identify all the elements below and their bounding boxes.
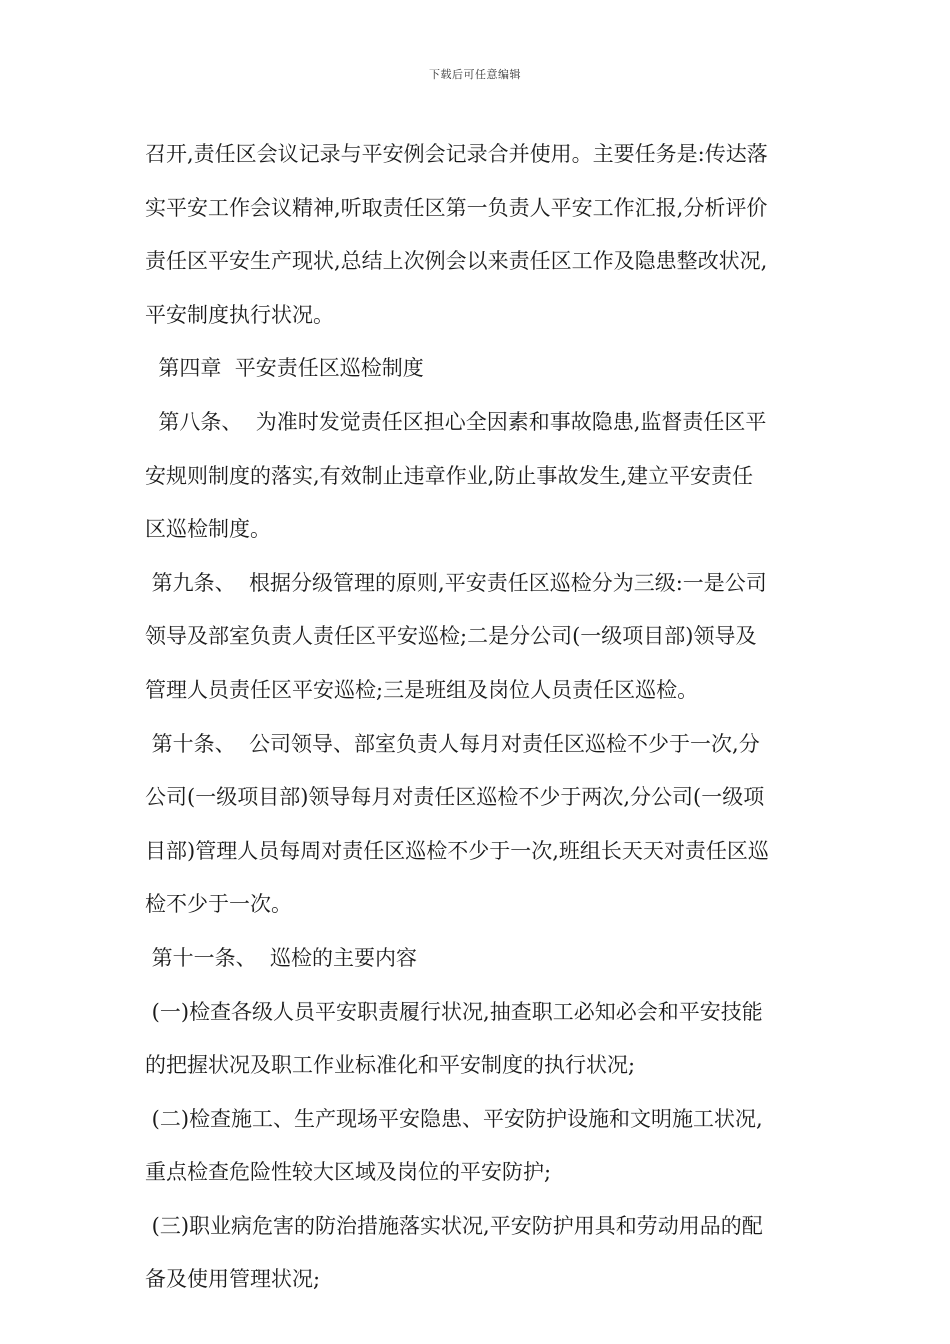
text-line: 区巡检制度。 bbox=[145, 517, 271, 542]
text-line: 责任区平安生产现状,总结上次例会以来责任区工作及隐患整改状况, bbox=[145, 249, 768, 274]
text-line: 公司(一级项目部)领导每月对责任区巡检不少于两次,分公司(一级项 bbox=[145, 785, 765, 810]
text-line: 检不少于一次。 bbox=[145, 892, 292, 917]
text-line: 的把握状况及职工作业标准化和平安制度的执行状况; bbox=[145, 1053, 636, 1078]
text-line: 平安制度执行状况。 bbox=[145, 302, 334, 327]
text-line: 管理人员责任区平安巡检;三是班组及岗位人员责任区巡检。 bbox=[145, 677, 699, 702]
text-line: 实平安工作会议精神,听取责任区第一负责人平安工作汇报,分析评价 bbox=[145, 195, 768, 220]
text-line: 领导及部室负责人责任区平安巡检;二是分公司(一级项目部)领导及 bbox=[145, 624, 757, 649]
page-header: 下载后可任意编辑 bbox=[429, 68, 521, 81]
list-item-3: (三)职业病危害的防治措施落实状况,平安防护用具和劳动用品的配 bbox=[145, 1213, 763, 1238]
article-10: 第十条、 公司领导、部室负责人每月对责任区巡检不少于一次,分 bbox=[145, 731, 760, 756]
text-line: 目部)管理人员每周对责任区巡检不少于一次,班组长天天对责任区巡 bbox=[145, 838, 769, 863]
text-line: 备及使用管理状况; bbox=[145, 1267, 321, 1292]
article-8: 第八条、 为准时发觉责任区担心全因素和事故隐患,监督责任区平 bbox=[145, 409, 767, 434]
text-line: 召开,责任区会议记录与平安例会记录合并使用。主要任务是:传达落 bbox=[145, 142, 768, 166]
text-line: 重点检查危险性较大区域及岗位的平安防护; bbox=[145, 1160, 552, 1185]
list-item-1: (一)检查各级人员平安职责履行状况,抽查职工必知必会和平安技能 bbox=[145, 999, 763, 1024]
document-body bbox=[145, 128, 815, 1307]
text-line: 安规则制度的落实,有效制止违章作业,防止事故发生,建立平安责任 bbox=[145, 463, 754, 488]
list-item-2: (二)检查施工、生产现场平安隐患、平安防护设施和文明施工状况, bbox=[145, 1106, 763, 1131]
chapter-heading: 第四章 平安责任区巡检制度 bbox=[145, 356, 424, 381]
article-11: 第十一条、 巡检的主要内容 bbox=[145, 945, 418, 970]
article-9: 第九条、 根据分级管理的原则,平安责任区巡检分为三级:一是公司 bbox=[145, 570, 767, 595]
